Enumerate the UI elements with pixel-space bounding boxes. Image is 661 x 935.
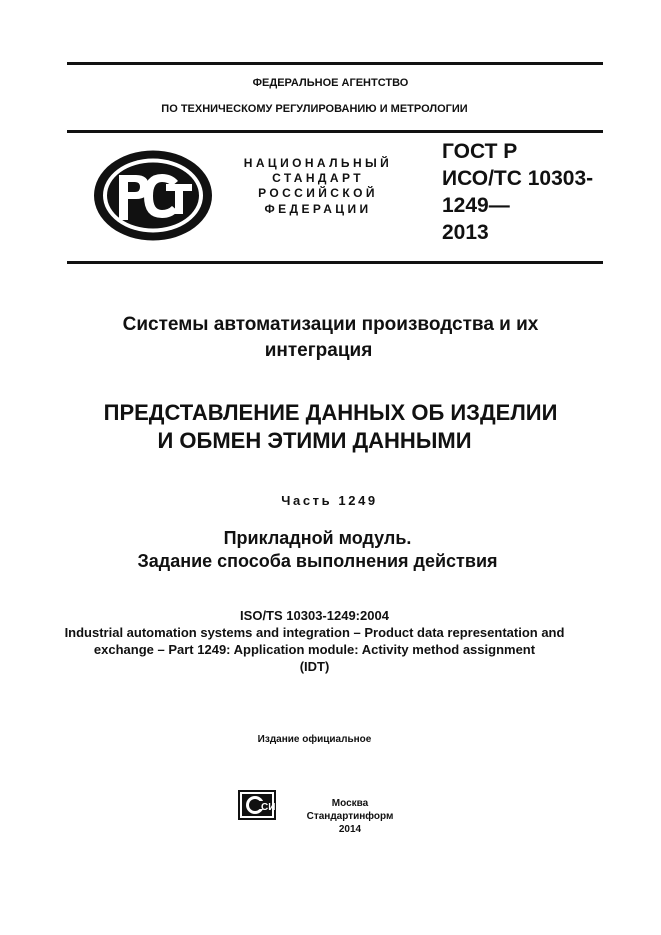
module-title-line-1: Прикладной модуль. <box>223 528 412 548</box>
part-number: Часть 1249 <box>281 493 378 508</box>
publisher-logo-text: СИ <box>261 802 276 813</box>
iso-title-line-2: exchange – Part 1249: Application module: Activity method assignment <box>93 642 536 657</box>
rst-mark-icon <box>92 148 214 243</box>
standartinform-logo-icon <box>238 790 278 822</box>
iso-number: ISO/TS 10303-1249:2004 <box>240 608 389 623</box>
module-title-line-2: Задание способа выполнения действия <box>137 551 498 571</box>
main-title-line-1: ПРЕДСТАВЛЕНИЕ ДАННЫХ ОБ ИЗДЕЛИИ <box>103 400 558 425</box>
iso-idt: (IDT) <box>299 659 330 674</box>
designation-line-1: ГОСТ Р <box>442 140 518 163</box>
subtitle-line-2: интеграция <box>264 340 373 361</box>
standard-type-line-4: ФЕДЕРАЦИИ <box>264 202 372 216</box>
standard-designation <box>442 138 593 246</box>
standard-type-line-1: НАЦИОНАЛЬНЫЙ <box>243 156 393 170</box>
standard-type-line-2: СТАНДАРТ <box>272 171 364 185</box>
agency-line-2: ПО ТЕХНИЧЕСКОМУ РЕГУЛИРОВАНИЮ И МЕТРОЛОГИИ <box>161 103 468 115</box>
designation-line-2: ИСО/ТС 10303- <box>442 167 594 190</box>
designation-line-4: 2013 <box>442 221 489 244</box>
top-rule <box>67 62 603 65</box>
header-rule <box>67 130 603 133</box>
standard-type-line-3: РОССИЙСКОЙ <box>258 186 378 200</box>
agency-line-1: ФЕДЕРАЛЬНОЕ АГЕНТСТВО <box>252 77 409 89</box>
designation-line-3: 1249— <box>442 194 510 217</box>
edition-label: Издание официальное <box>257 734 372 745</box>
publisher-city: Москва <box>331 798 369 809</box>
subtitle-line-1: Системы автоматизации производства и их <box>122 314 539 335</box>
main-title-line-2: И ОБМЕН ЭТИМИ ДАННЫМИ <box>157 428 472 453</box>
publisher-name: Стандартинформ <box>306 811 394 822</box>
iso-title-line-1: Industrial automation systems and integration – Product data representation and <box>64 625 565 640</box>
publisher-year: 2014 <box>338 824 362 835</box>
bottom-header-rule <box>67 261 603 264</box>
